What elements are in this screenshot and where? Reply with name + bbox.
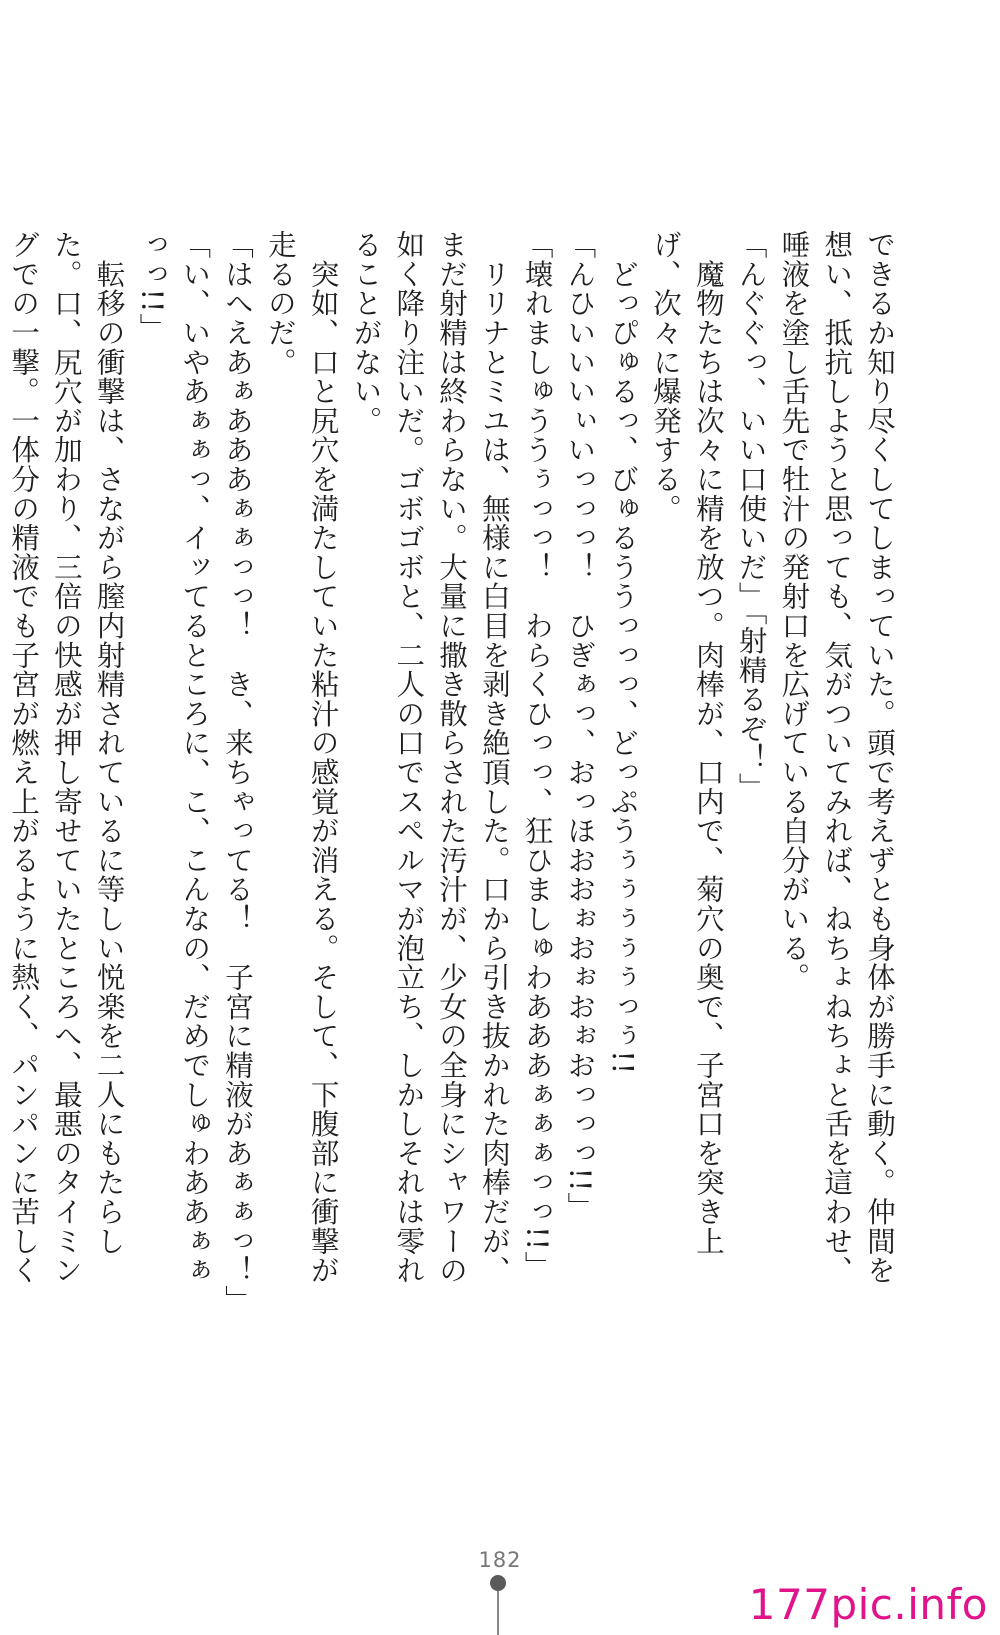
paragraph: できるか知り尽くしてしまっていた。頭で考えずとも身体が勝手に動く。仲間を想い、抵抗しようと思っても、気がついてみれば、ねちょねちょと舌を這わせ、唾液を塗し舌先で牡汁の発射口を広げている自分がいる。 — [777, 230, 896, 1285]
paragraph: 「はへえあぁあああぁぁっっ！ き、来ちゃってる！ 子宮に精液があぁぁっ！」 — [221, 230, 255, 1315]
paragraph: 転移の衝撃は、さながら膣内射精されているに等しい悦楽を二人にもたらした。口、尻穴が加わり、三倍の快感が押し寄せていたところへ、最悪のタイミングでの一撃。一体分の精液でも子宮が燃え上がるように熱く、パンパンに苦しく — [7, 230, 126, 1285]
watermark: 177pic.info — [748, 1580, 988, 1629]
page-marker-dot-icon — [490, 1575, 506, 1591]
paragraph: 突如、口と尻穴を満たしていた粘汁の感覚が消える。そして、下腹部に衝撃が走るのだ。 — [263, 230, 340, 1285]
page-number: 182 — [478, 1548, 522, 1572]
paragraph: 「んぐぐっ、いい口使いだ」「射精るぞ！」 — [734, 230, 768, 802]
paragraph: どっぴゅるっ、びゅるううっっっ、どっぷうぅぅぅぅぅっぅ!! — [606, 230, 640, 1075]
paragraph: 「んひいいいぃいっっっ！ ひぎぁっ、おっほおおぉおぉおぉおっっっ!!」 — [563, 230, 597, 1222]
vertical-text-body — [7, 230, 900, 1315]
paragraph: 魔物たちは次々に精を放つ。肉棒が、口内で、菊穴の奥で、子宮口を突き上げ、次々に爆発する。 — [649, 230, 725, 1256]
paragraph: リリナとミユは、無様に白目を剥き絶頂した。口から引き抜かれた肉棒だが、まだ射精は終わらない。大量に撒き散らされた汚汁が、少女の全身にシャワーの如く降り注いだ。ゴボゴボと、二人の口でスペルマが泡立ち、しかしそれは零れることがない。 — [349, 230, 511, 1285]
paragraph: 「い、いやあぁぁっ、イッてるところに、こ、こんなの、だめでしゅわああぁぁっっ!!」 — [135, 230, 212, 1285]
paragraph: 「壊れましゅううぅっっ！ わらくひっっ、狂ひましゅわあああぁぁぁっっ!!」 — [520, 230, 554, 1281]
